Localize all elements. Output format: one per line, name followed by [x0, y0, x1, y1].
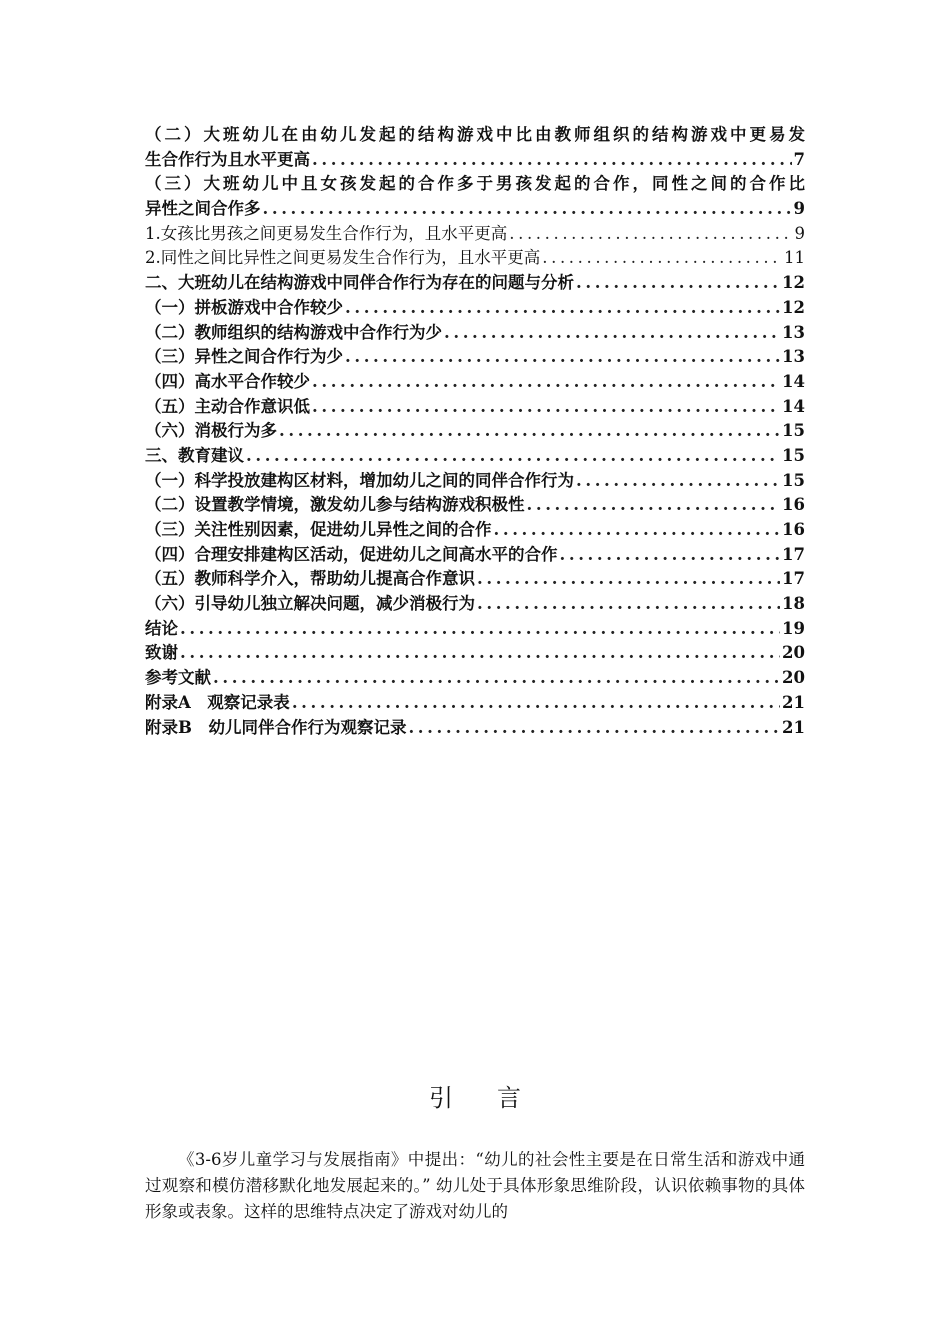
toc-entry[interactable]	[145, 296, 805, 321]
toc-entry-text: （四）合理安排建构区活动，促进幼儿之间高水平的合作	[145, 544, 558, 564]
toc-page-number: 13	[782, 347, 805, 367]
toc-entry[interactable]	[145, 518, 805, 543]
toc-page-number: 15	[782, 470, 805, 490]
toc-entry-text: （一）科学投放建构区材料，增加幼儿之间的同伴合作行为	[145, 470, 574, 490]
toc-entry[interactable]	[145, 592, 805, 617]
toc-entry-text: 二、大班幼儿在结构游戏中同伴合作行为存在的问题与分析	[145, 273, 574, 293]
toc-page-number: 17	[782, 569, 805, 589]
toc-page-number: 16	[782, 520, 805, 539]
toc-entry-text: （三）关注性别因素，促进幼儿异性之间的合作	[145, 520, 492, 539]
toc-leader	[292, 691, 780, 716]
toc-entry-text: （六）消极行为多	[145, 421, 277, 441]
toc-leader	[312, 395, 780, 420]
toc-entry-text: 结论	[145, 618, 178, 638]
toc-entry[interactable]	[145, 567, 805, 592]
toc-leader	[345, 345, 780, 370]
toc-entry-text: （六）引导幼儿独立解决问题，减少消极行为	[145, 594, 475, 614]
toc-entry-text: 致谢	[145, 643, 178, 663]
toc-leader	[180, 641, 780, 666]
toc-entry[interactable]	[145, 222, 805, 247]
toc-leader	[477, 567, 780, 592]
toc-leader	[213, 666, 780, 691]
toc-page-number: 12	[782, 273, 805, 293]
toc-entry[interactable]	[145, 543, 805, 568]
toc-entry-line[interactable]: （三）大班幼儿中且女孩发起的合作多于男孩发起的合作，同性之间的合作比	[145, 174, 805, 194]
table-of-contents	[145, 123, 805, 740]
toc-entry[interactable]	[145, 641, 805, 666]
toc-entry[interactable]	[145, 444, 805, 469]
toc-leader	[560, 543, 781, 568]
toc-page-number: 7	[793, 149, 805, 169]
toc-page-number: 12	[782, 297, 805, 317]
toc-entry[interactable]	[145, 148, 805, 173]
toc-entry[interactable]	[145, 469, 805, 494]
toc-entry-text: （二）教师组织的结构游戏中合作行为少	[145, 322, 442, 342]
section-title: 引言	[429, 1084, 565, 1112]
toc-leader	[312, 148, 792, 173]
toc-entry-text: （三）异性之间合作行为少	[145, 347, 343, 367]
toc-page-number: 11	[784, 248, 805, 268]
toc-page-number: 19	[782, 618, 805, 638]
toc-entry-text: 异性之间合作多	[145, 199, 261, 219]
toc-entry-text: 2.同性之间比异性之间更易发生合作行为，且水平更高	[145, 248, 541, 268]
toc-page-number: 14	[782, 396, 805, 416]
toc-entry[interactable]	[145, 197, 805, 222]
toc-entry[interactable]	[145, 246, 805, 271]
toc-leader	[542, 246, 782, 271]
toc-page-number: 14	[782, 371, 805, 391]
toc-leader	[576, 469, 780, 494]
toc-leader	[408, 716, 780, 741]
toc-entry[interactable]	[145, 345, 805, 370]
toc-entry-text: 附录A 观察记录表	[145, 692, 290, 712]
toc-entry-text: （五）主动合作意识低	[145, 396, 310, 416]
toc-page-number: 16	[782, 495, 805, 515]
toc-leader	[312, 370, 780, 395]
toc-page-number: 18	[782, 594, 805, 614]
toc-leader	[345, 296, 780, 321]
toc-page-number: 20	[782, 643, 805, 663]
toc-leader	[246, 444, 780, 469]
toc-leader	[576, 271, 780, 296]
toc-entry-line[interactable]: （二）大班幼儿在由幼儿发起的结构游戏中比由教师组织的结构游戏中更易发	[145, 125, 805, 144]
toc-page-number: 21	[782, 692, 805, 712]
toc-entry-text: 1.女孩比男孩之间更易发生合作行为，且水平更高	[145, 223, 508, 243]
toc-entry[interactable]	[145, 395, 805, 420]
toc-entry-text: 参考文献	[145, 668, 211, 688]
toc-entry-text: 附录B 幼儿同伴合作行为观察记录	[145, 717, 407, 737]
toc-leader	[477, 592, 780, 617]
toc-entry[interactable]	[145, 419, 805, 444]
toc-entry-text: 三、教育建议	[145, 445, 244, 465]
toc-page-number: 15	[782, 445, 805, 465]
toc-leader	[263, 197, 792, 222]
toc-page-number: 17	[782, 544, 805, 564]
toc-leader	[494, 518, 781, 543]
toc-entry[interactable]	[145, 691, 805, 716]
toc-leader	[444, 321, 780, 346]
toc-page-number: 15	[782, 421, 805, 441]
toc-entry[interactable]	[145, 493, 805, 518]
toc-entry-text: 生合作行为且水平更高	[145, 149, 310, 169]
toc-page-number: 21	[782, 717, 805, 737]
toc-entry-text: （四）高水平合作较少	[145, 371, 310, 391]
toc-page-number: 20	[782, 668, 805, 688]
toc-page-number: 9	[794, 223, 805, 243]
toc-page-number: 9	[793, 199, 805, 219]
toc-page-number: 13	[782, 322, 805, 342]
toc-entry[interactable]	[145, 271, 805, 296]
toc-entry[interactable]	[145, 370, 805, 395]
toc-entry[interactable]	[145, 617, 805, 642]
toc-entry[interactable]	[145, 321, 805, 346]
toc-entry[interactable]	[145, 666, 805, 691]
toc-entry-text: （一）拼板游戏中合作较少	[145, 297, 343, 317]
toc-entry-text: （二）设置教学情境，激发幼儿参与结构游戏积极性	[145, 495, 525, 515]
toc-leader	[509, 222, 792, 247]
toc-entry[interactable]	[145, 716, 805, 741]
toc-leader	[279, 419, 780, 444]
toc-leader	[527, 493, 781, 518]
intro-body	[145, 1147, 805, 1225]
toc-leader	[180, 617, 780, 642]
toc-entry-text: （五）教师科学介入，帮助幼儿提高合作意识	[145, 569, 475, 589]
intro-paragraph: 《3-6岁儿童学习与发展指南》中提出：“幼儿的社会性主要是在日常生活和游戏中通过观察和模仿潜移默化地发展起来的。” 幼儿处于具体形象思维阶段，认识依赖事物的具体形象或表象。这样的思维特点决定了游戏对幼儿的	[145, 1150, 805, 1221]
